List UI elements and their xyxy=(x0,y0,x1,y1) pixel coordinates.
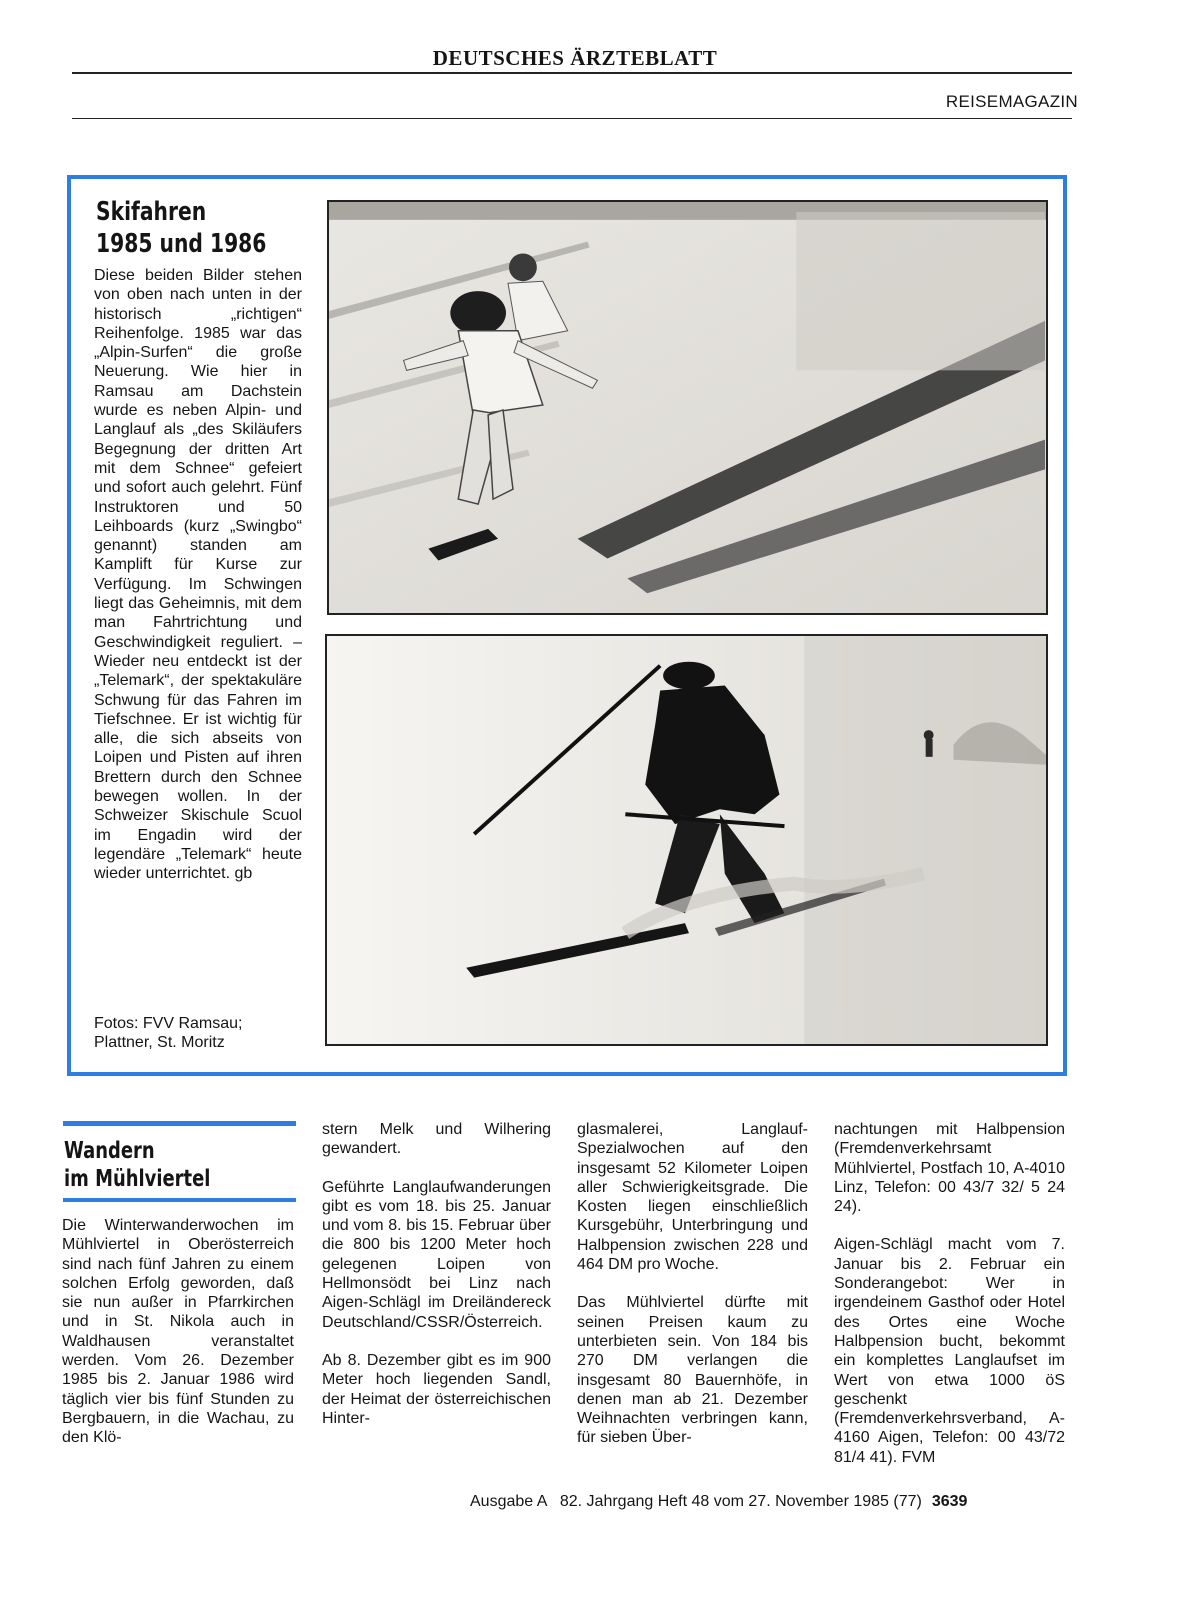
paragraph-gap xyxy=(834,1216,1065,1235)
article-title-bar-bottom xyxy=(63,1198,296,1202)
article-title-line1: Wandern xyxy=(64,1138,155,1164)
paragraph-gap xyxy=(577,1274,808,1293)
article-paragraph: Das Mühlviertel dürfte mit seinen Preisen kaum zu unterbieten sein. Von 184 bis 270 DM verlangen die insgesamt 80 Bauernhöfe, in denen man ab 21. Dezember Weihnachten verbringen kann, für sieben Über- xyxy=(577,1294,808,1447)
photo-snowboarders-image xyxy=(329,202,1046,613)
article-paragraph: Die Winterwanderwochen im Mühlviertel in Oberösterreich sind nach fünf Jahren zu einem solchen Erfolg geworden, daß sie nun außer in Pfarrkirchen und in St. Nikola auch in Waldhausen veranstaltet werden. Vom 26. Dezember 1985 bis 2. Januar 1986 wird täglich vier bis fünf Stunden zu Bergbauern, in die Wachau, zu den Klö- xyxy=(62,1217,294,1447)
feature-title-line2: 1985 und 1986 xyxy=(96,229,267,259)
feature-body-text: Diese beiden Bilder stehen von oben nach unten in der historisch „richtigen“ Reihenfolge. 1985 war das „Alpin-Surfen“ die große Neuerung. Wie hier in Ramsau am Dachstein wurde es neben Alpin- und Langlauf als „des Skiläufers Begegnung der dritten Art mit dem Schnee“ gefeiert und sofort auch gelehrt. Fünf Instruktoren und 50 Leihboards (kurz „Swingbo“ genannt) standen am Kamplift für Kurse zur Verfügung. Im Schwingen liegt das Geheimnis, mit dem man Fahrtrichtung und Geschwindigkeit reguliert. – Wieder neu entdeckt ist der „Telemark“, der spektakuläre Schwung für das Fahren im Tiefschnee. Er ist wichtig für alle, die sich abseits von Loipen und Pisten auf ihren Brettern durch den Schnee bewegen wollen. In der Schweizer Skischule Scuol im Engadin wird der legendäre „Telemark“ heute wieder unterrichtet. gb xyxy=(94,267,302,883)
article-column-2 xyxy=(322,1120,551,1428)
header-rule-bottom xyxy=(72,118,1072,119)
header-rule-top xyxy=(72,72,1072,74)
article-column-1 xyxy=(62,1216,294,1448)
article-column-4 xyxy=(834,1120,1065,1467)
feature-title xyxy=(96,196,268,260)
photo-credits xyxy=(94,1014,302,1053)
issue-info: Ausgabe A 82. Jahrgang Heft 48 vom 27. November 1985 (77) xyxy=(470,1493,922,1510)
section-label: REISEMAGAZIN xyxy=(945,92,1078,111)
article-paragraph: Aigen-Schlägl macht vom 7. Januar bis 2. Februar ein Sonderangebot: Wer in irgendeinem Gasthof oder Hotel des Ortes eine Woche Halbpension bucht, bekommt ein komplettes Langlaufset im Wert von etwa 1000 öS geschenkt (Fremdenverkehrsverband, A-4160 Aigen, Telefon: 00 43/72 81/4 41). FVM xyxy=(834,1236,1065,1466)
paragraph-gap xyxy=(322,1332,551,1351)
photo-snowboarders xyxy=(327,200,1048,615)
article-title-bar-top xyxy=(63,1121,296,1126)
feature-body xyxy=(94,266,302,884)
feature-title-line1: Skifahren xyxy=(96,197,207,227)
article-title xyxy=(64,1137,282,1193)
photo-telemark-image xyxy=(327,636,1046,1044)
article-paragraph: Geführte Langlaufwanderungen gibt es vom 18. bis 25. Januar und vom 8. bis 15. Februar über die 800 bis 1200 Meter hoch gelegenen Loipen von Hellmonsödt bei Linz nach Aigen-Schlägl im Dreiländereck Deutschland/CSSR/Österreich. xyxy=(322,1178,551,1331)
article-paragraph: glasmalerei, Langlauf-Spezialwochen auf den insgesamt 52 Kilometer Loipen aller Schwierigkeitsgrade. Die Kosten liegen einschließlich Kursgebühr, Unterbringung und Halbpension zwischen 228 und 464 DM pro Woche. xyxy=(577,1121,808,1274)
photo-telemark xyxy=(325,634,1048,1046)
paragraph-gap xyxy=(322,1159,551,1178)
masthead: DEUTSCHES ÄRZTEBLATT xyxy=(432,46,718,70)
article-paragraph: stern Melk und Wilhering gewandert. xyxy=(322,1121,551,1158)
page-number: 3639 xyxy=(931,1493,968,1510)
article-paragraph: Ab 8. Dezember gibt es im 900 Meter hoch liegenden Sandl, der Heimat der österreichischen Hinter- xyxy=(322,1351,551,1427)
page-footer xyxy=(470,1493,967,1511)
article-paragraph: nachtungen mit Halbpension (Fremdenverkehrsamt Mühlviertel, Postfach 10, A-4010 Linz, Telefon: 00 43/7 32/ 5 24 24). xyxy=(834,1121,1065,1216)
photo-credits-text: Fotos: FVV Ramsau; Plattner, St. Moritz xyxy=(94,1015,243,1052)
article-title-line2: im Mühlviertel xyxy=(64,1166,211,1192)
article-column-3 xyxy=(577,1120,808,1448)
